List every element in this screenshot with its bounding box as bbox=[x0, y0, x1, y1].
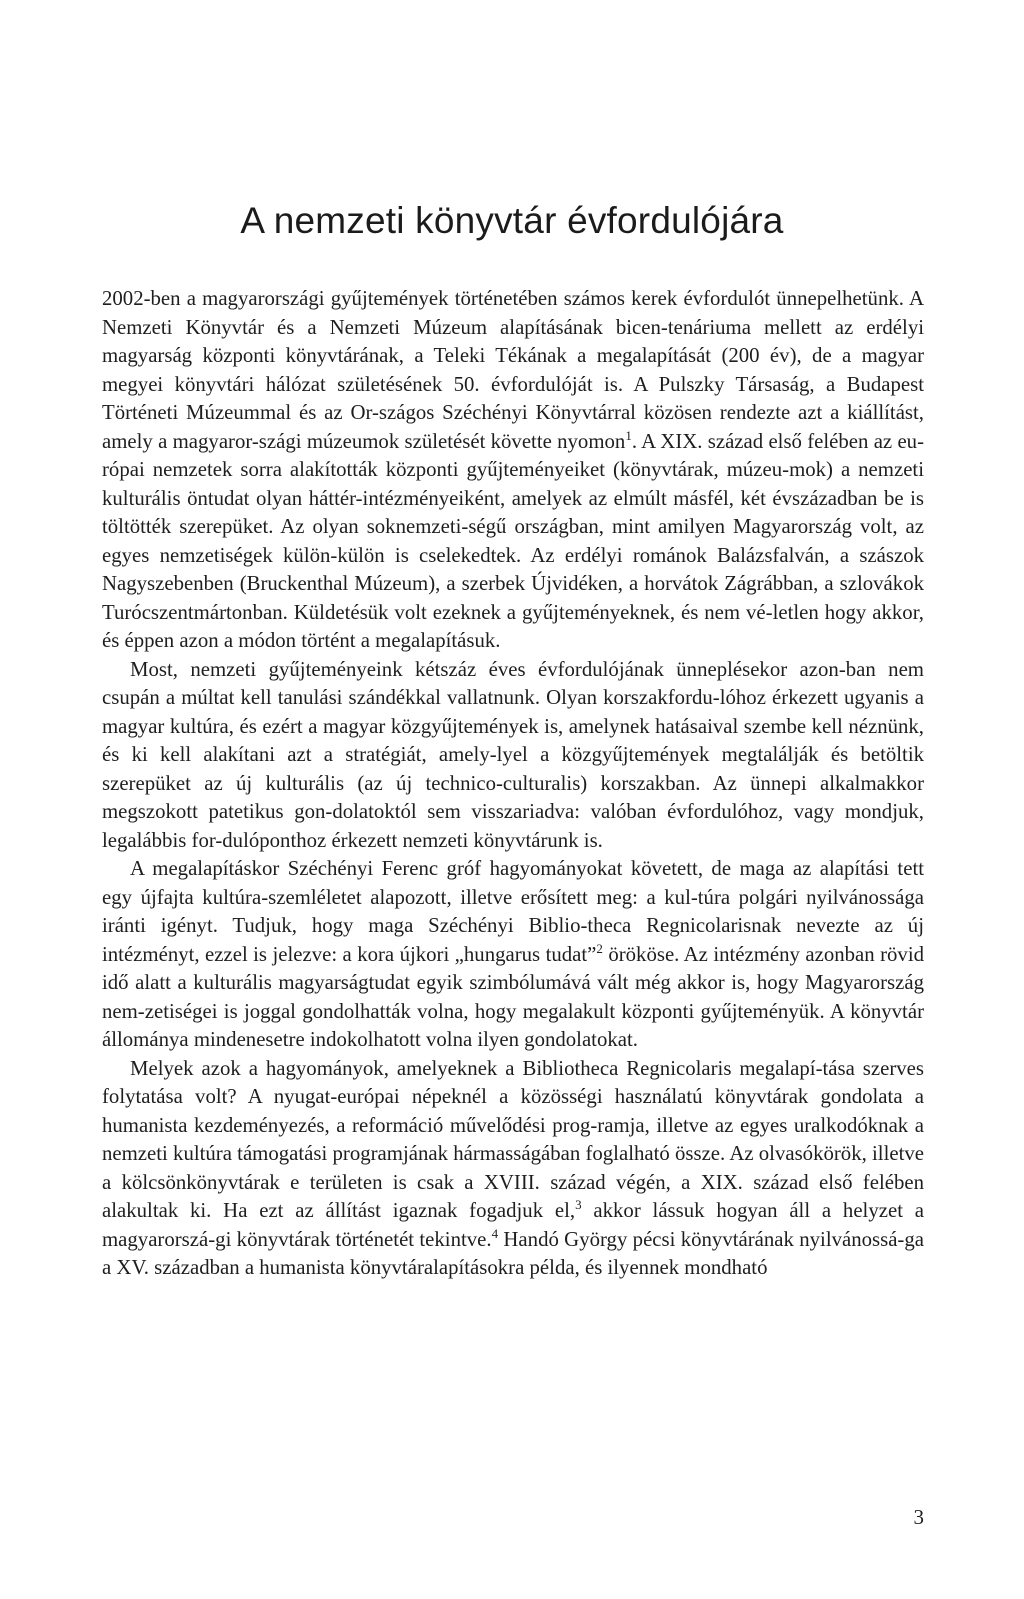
footnote-ref-1: 1 bbox=[625, 427, 632, 443]
paragraph-1 bbox=[102, 285, 924, 656]
page-number: 3 bbox=[913, 1505, 924, 1529]
paragraph-text: Most, nemzeti gyűjteményeink kétszáz éves évfordulójának ünneplésekor azon-ban nem csupán a múltat kell tanulási szándékkal vallatnunk. Olyan korszakfordu-lóhoz érkezett ugyanis a magyar kultúra, és ezért a magyar közgyűjtemények is, amelynek hatásaival szembe kell néznünk, és ki kell alakítani azt a stratégiát, amely-lyel a közgyűjtemények megtalálják és betöltik szerepüket az új kulturális (az új technico-culturalis) korszakban. Az ünnepi alkalmakkor megszokott patetikus gon-dolatoktól sem visszariadva: valóban évfordulóhoz, vagy mondjuk, legalábbis for-dulóponthoz érkezett nemzeti könyvtárunk is. bbox=[102, 657, 924, 852]
paragraph-4 bbox=[102, 1055, 924, 1283]
paragraph-text: Melyek azok a hagyományok, amelyeknek a Bibliotheca Regnicolaris megalapí-tása szerves folytatása volt? A nyugat-európai népeknél a közösségi használatú könyvtárak gondolata a humanista kezdeményezés, a reformáció művelődési prog-ramja, illetve az egyes uralkodóknak a nemzeti kultúra támogatási programjának hármasságában foglalható össze. Az olvasókörök, illetve a kölcsönkönyvtárak e területen is csak a XVIII. század végén, a XIX. század első felében alakultak ki. Ha ezt az állítást igaznak fogadjuk el, bbox=[102, 1056, 924, 1222]
paragraph-text: 2002-ben a magyarországi gyűjtemények történetében számos kerek évfordulót ünnepelhetünk. A Nemzeti Könyvtár és a Nemzeti Múzeum alapításának bicen-tenáriuma mellett az erdélyi magyarság központi könyvtárának, a Teleki Tékának a megalapítását (200 év), de a magyar megyei könyvtári hálózat születésének 50. évfordulóját is. A Pulszky Társaság, a Budapest Történeti Múzeummal és az Or-szágos Széchényi Könyvtárral közösen rendezte azt a kiállítást, amely a magyaror-szági múzeumok születését követte nyomon bbox=[102, 287, 924, 453]
footnote-ref-4: 4 bbox=[491, 1225, 499, 1241]
paragraph-text: Handó György pécsi könyvtárának nyilvánossá-ga a XV. században a humanista könyvtáralapításokra példa, és ilyennek mondható bbox=[102, 1227, 924, 1279]
paragraph-2 bbox=[102, 656, 924, 856]
footnote-ref-2: 2 bbox=[596, 940, 603, 956]
article-body bbox=[102, 285, 924, 1283]
paragraph-text: örököse. Az intézmény azonban rövid idő alatt a kulturális magyarságtudat egyik szimbólumává vált még akkor is, hogy Magyarország nem-zetiségei is joggal gondolhatták volna, hogy megalakult központi gyűjteményük. A könyvtár állománya mindenesetre indokolhatott volna ilyen gondolatokat. bbox=[102, 942, 924, 1051]
page-title: A nemzeti könyvtár évfordulójára bbox=[240, 200, 784, 241]
paragraph-text: A megalapításkor Széchényi Ferenc gróf hagyományokat követett, de maga az alapítási tett egy újfajta kultúra-szemléletet alapozott, illetve erősített meg: a kul-túra polgári nyilvánossága iránti igényt. Tudjuk, hogy maga Széchényi Biblio-theca Regnicolarisnak nevezte az új intézményt, ezzel is jelezve: a kora újkori „hungarus tudat” bbox=[102, 857, 924, 966]
paragraph-text: . A XIX. század első felében az eu-rópai nemzetek sorra alakították központi gyűjteményeiket (könyvtárak, múzeu-mok) a nemzeti kulturális öntudat olyan háttér-intézményeiként, amelyek az elmúlt másfél, két évszázadban be is töltötték szerepüket. Az olyan soknemzeti-ségű országban, mint amilyen Magyarország volt, az egyes nemzetiségek külön-külön is cselekedtek. Az erdélyi románok Balázsfalván, a szászok Nagyszebenben (Bruckenthal Múzeum), a szerbek Újvidéken, a horvátok Zágrábban, a szlovákok Turócszentmártonban. Küldetésük volt ezeknek a gyűjteményeknek, és nem vé-letlen hogy akkor, és éppen azon a módon történt a megalapításuk. bbox=[102, 429, 925, 652]
footnote-ref-3: 3 bbox=[575, 1197, 582, 1212]
paragraph-3 bbox=[102, 855, 924, 1055]
paragraph-text: akkor lássuk hogyan áll a helyzet a magyarorszá-gi könyvtárak történetét tekintve. bbox=[102, 1199, 924, 1251]
